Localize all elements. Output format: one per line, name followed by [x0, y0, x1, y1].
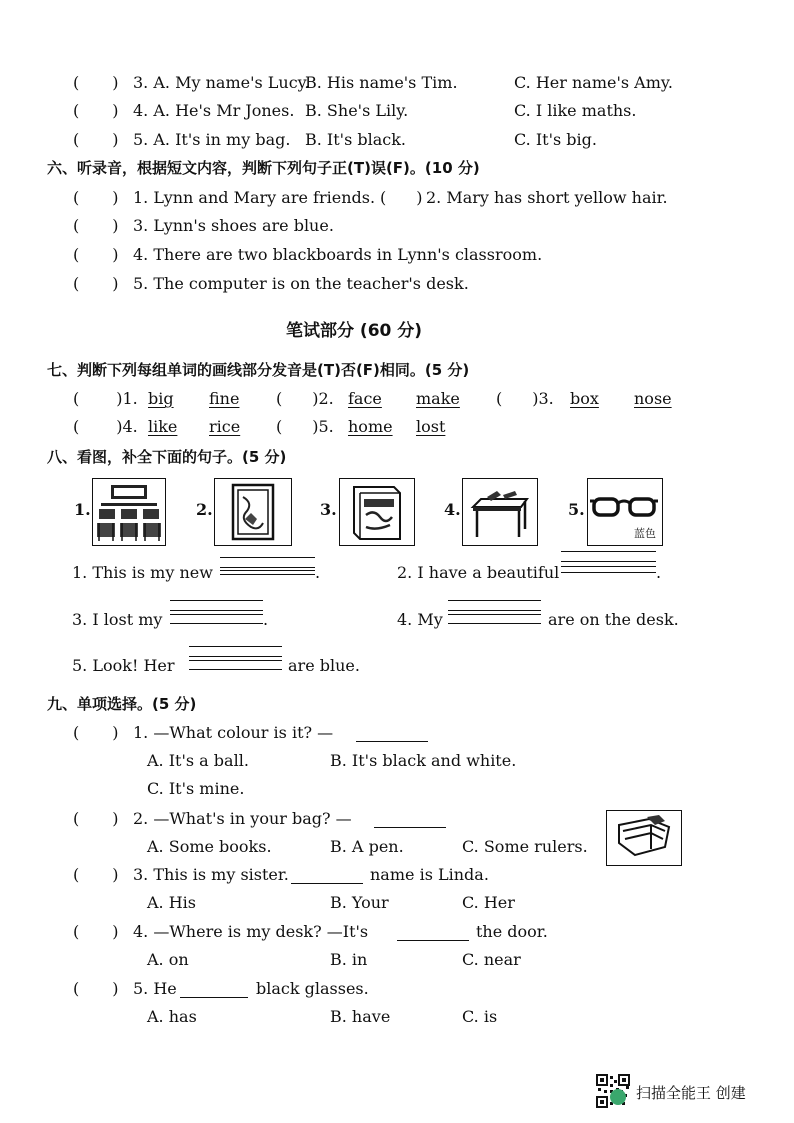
paren: ( )4. — [73, 417, 138, 436]
answer-row: ( ) 3. A. My name's Lucy. — [73, 73, 310, 92]
answer-blank[interactable] — [356, 729, 428, 742]
option-c: C. near — [462, 950, 521, 969]
period: . — [263, 610, 269, 629]
desk-picture — [462, 478, 538, 546]
option-c: C. I like maths. — [514, 101, 637, 120]
picture-frame-icon — [215, 479, 291, 545]
fill-sentence-5b: are blue. — [288, 656, 360, 675]
section9-heading: 九、单项选择。(5 分) — [47, 695, 197, 713]
word: make — [416, 389, 460, 408]
paren: ( )5. — [276, 417, 334, 436]
written-part-title: 笔试部分 (60 分) — [286, 321, 423, 341]
tf-item: ( ) 3. Lynn's shoes are blue. — [73, 216, 334, 235]
word: box — [570, 389, 599, 408]
glasses-picture — [587, 478, 663, 546]
tf-item: ( ) 4. There are two blackboards in Lynn's classroom. — [73, 245, 543, 264]
option-c: C. Some rulers. — [462, 837, 588, 856]
question-text: name is Linda. — [370, 865, 489, 884]
books-bag-icon — [607, 811, 681, 865]
paren: ( )2. — [276, 389, 334, 408]
tf-item: ( ) 5. The computer is on the teacher's desk. — [73, 274, 469, 293]
option-a: A. has — [147, 1007, 197, 1026]
mc-question-2: ( ) 2. —What's in your bag? — — [73, 809, 352, 828]
answer-blank-line — [448, 614, 541, 624]
pic-number: 2. — [196, 500, 213, 519]
tf-item: ( ) 2. Mary has short yellow hair. — [380, 188, 668, 207]
option-b: B. She's Lily. — [305, 101, 409, 120]
pic-number: 5. — [568, 500, 585, 519]
option-a: A. on — [147, 950, 189, 969]
tf-item: ( ) 1. Lynn and Mary are friends. — [73, 188, 376, 207]
school-bag-picture — [606, 810, 682, 866]
word: nose — [634, 389, 672, 408]
storybook-icon — [340, 479, 414, 545]
option-c: C. Her name's Amy. — [514, 73, 673, 92]
answer-blank[interactable] — [561, 551, 656, 562]
word: big — [148, 389, 174, 408]
option-b: B. have — [330, 1007, 391, 1026]
answer-blank[interactable] — [170, 600, 263, 611]
watermark-text: 扫描全能王 创建 — [636, 1084, 746, 1102]
option-b: B. It's black and white. — [330, 751, 517, 770]
answer-blank[interactable] — [189, 646, 282, 657]
period: . — [315, 563, 321, 582]
option-c: C. It's mine. — [147, 779, 245, 798]
fill-sentence-1: 1. This is my new — [72, 563, 213, 582]
option-b: B. in — [330, 950, 368, 969]
pic-number: 1. — [74, 500, 91, 519]
answer-row: ( ) 5. A. It's in my bag. — [73, 130, 291, 149]
section6-heading: 六、听录音，根据短文内容，判断下列句子正(T)误(F)。(10 分) — [47, 159, 480, 177]
word: home — [348, 417, 393, 436]
answer-blank[interactable] — [220, 557, 315, 568]
period: . — [656, 563, 662, 582]
desk-icon — [463, 479, 537, 545]
mc-question-1: ( ) 1. —What colour is it? — — [73, 723, 334, 742]
book-picture — [339, 478, 415, 546]
fill-sentence-5a: 5. Look! Her — [72, 656, 175, 675]
paren: ( )3. — [496, 389, 554, 408]
color-label: 蓝色 — [634, 527, 656, 540]
answer-blank-line — [561, 566, 656, 573]
fill-sentence-3: 3. I lost my — [72, 610, 163, 629]
pic-number: 4. — [444, 500, 461, 519]
picture-frame-picture — [214, 478, 292, 546]
word: fine — [209, 389, 240, 408]
mc-question-3: ( ) 3. This is my sister. — [73, 865, 289, 884]
answer-blank[interactable] — [397, 928, 469, 941]
option-a: A. His — [147, 893, 197, 912]
answer-blank[interactable] — [180, 985, 248, 998]
fill-sentence-4b: are on the desk. — [548, 610, 679, 629]
mc-question-5: ( ) 5. He — [73, 979, 177, 998]
answer-blank[interactable] — [291, 871, 363, 884]
question-text: black glasses. — [256, 979, 369, 998]
option-c: C. It's big. — [514, 130, 597, 149]
option-b: B. A pen. — [330, 837, 404, 856]
answer-blank[interactable] — [374, 815, 446, 828]
pic-number: 3. — [320, 500, 337, 519]
classroom-picture — [92, 478, 166, 546]
word: rice — [209, 417, 241, 436]
scanner-logo-icon — [610, 1089, 626, 1105]
option-b: B. Your — [330, 893, 389, 912]
option-a: A. Some books. — [147, 837, 272, 856]
word: like — [148, 417, 178, 436]
answer-blank-line — [170, 614, 263, 624]
mc-question-4: ( ) 4. —Where is my desk? —It's — [73, 922, 369, 941]
classroom-icon — [93, 479, 165, 545]
glasses-icon — [588, 479, 662, 529]
answer-row: ( ) 4. A. He's Mr Jones. — [73, 101, 295, 120]
fill-sentence-2: 2. I have a beautiful — [397, 563, 560, 582]
answer-blank-line — [189, 660, 282, 670]
option-b: B. It's black. — [305, 130, 407, 149]
word: lost — [416, 417, 446, 436]
paren: ( )1. — [73, 389, 138, 408]
section8-heading: 八、看图，补全下面的句子。(5 分) — [47, 448, 287, 466]
option-b: B. His name's Tim. — [305, 73, 458, 92]
option-a: A. It's a ball. — [147, 751, 249, 770]
word: face — [348, 389, 382, 408]
answer-blank[interactable] — [448, 600, 541, 611]
option-c: C. Her — [462, 893, 515, 912]
question-text: the door. — [476, 922, 548, 941]
answer-blank-line — [220, 570, 315, 575]
option-c: C. is — [462, 1007, 498, 1026]
section7-heading: 七、判断下列每组单词的画线部分发音是(T)否(F)相同。(5 分) — [47, 361, 470, 379]
fill-sentence-4a: 4. My — [397, 610, 443, 629]
